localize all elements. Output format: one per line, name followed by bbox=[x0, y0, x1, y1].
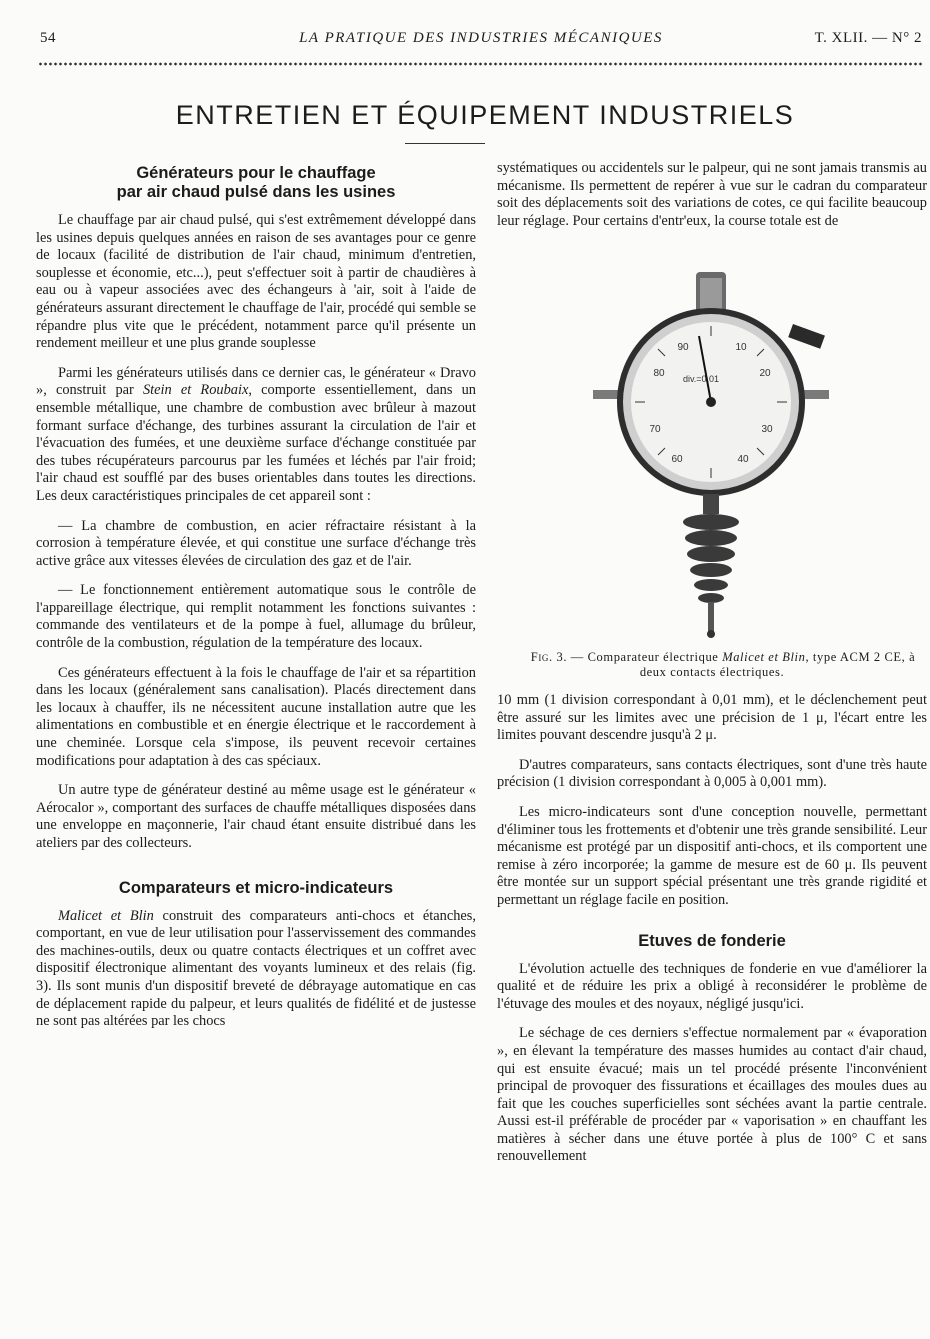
figure-caption bbox=[497, 650, 927, 680]
paragraph bbox=[36, 365, 476, 506]
page-number: 54 bbox=[40, 30, 56, 46]
paragraph-continued: systématiques ou accidentels sur le palpeur, qui ne sont jamais transmis au mécanisme. Ils permettent de repérer à vue sur le cadran du comparateur soit des déplacements soit des variations de cotes, ce qui facilite beaucoup leur réglage. Pour certains d'entr'eux, la course totale est de bbox=[497, 160, 927, 229]
dial-label: div.=0,01 bbox=[682, 374, 720, 384]
paragraph: Ces générateurs effectuent à la fois le chauffage de l'air et sa répartition dans les locaux (généralement sans canalisation). Placés directement dans les locaux à chauffer, ils ne nécessitent aucune installation autre que les alimentations en combustible et en énergie électrique et le raccordement à une cheminée. Lorsque cela s'impose, ils peuvent recevoir certaines modifications pour adaptation à des cas spéciaux. bbox=[36, 664, 476, 769]
paragraph: Le chauffage par air chaud pulsé, qui s'est extrêmement développé dans les usines depuis quelques années en raison de ses avantages pour ce genre de locaux (facilité de distribution de l'air chaud, minimum d'entretien, souplesse et économie, etc...), peut s'effectuer soit à partir de chaudières à eau ou à vapeur associées avec des échangeurs à 'air, soit à l'aide de générateurs assurant directement le chauffage de l'air, procédé qui semble se répandre plus vite que le précédent, notamment parce qu'il présente un rendement meilleur et une plus grande souplesse bbox=[36, 212, 476, 352]
company-name: Malicet et Blin bbox=[722, 650, 806, 664]
running-header bbox=[40, 30, 922, 52]
company-name: Stein et Roubaix bbox=[142, 382, 249, 399]
paragraph: 10 mm (1 division correspondant à 0,01 mm), et le déclenchement peut être assuré sur les limites avec une précision de 1 μ, l'écart entre les limites pouvant descendre jusqu'à 2 μ. bbox=[497, 692, 927, 744]
left-column bbox=[36, 164, 476, 1043]
right-column bbox=[497, 160, 927, 1178]
caption-figure-number: Fig. 3. bbox=[530, 650, 568, 664]
comparator-photo bbox=[593, 272, 829, 640]
dial-number: 10 bbox=[735, 342, 747, 353]
dotted-rule bbox=[38, 62, 922, 66]
paragraph: — Le fonctionnement entièrement automatique sous le contrôle de l'appareillage électrique, qui remplit notamment les fonctions suivantes : commande des ventilateurs et de la pompe à fuel, allumage du brûleur, contrôle de la combustion, régulation de la température des locaux. bbox=[36, 582, 476, 652]
paragraph: Un autre type de générateur destiné au même usage est le générateur « Aérocalor », comportant des surfaces de chauffe métalliques disposées dans une enveloppe en maçonnerie, l'air chaud étant ensuite distribué dans les ateliers par des collecteurs. bbox=[36, 782, 476, 851]
article-title-generateurs bbox=[36, 164, 476, 202]
article-title-etuves: Etuves de fonderie bbox=[638, 931, 786, 950]
paragraph: Les micro-indicateurs sont d'une conception nouvelle, permettant d'éliminer tous les frottements et d'obtenir une très grande sensibilité. Leur mécanisme est protégé par un dispositif anti-chocs, et ils comportent une remise à zéro incorporée; la gamme de mesure est de 60 μ. Ils peuvent être montée sur un support spécial présentant une très grande rigidité et permettant un réglage facile en position. bbox=[497, 803, 927, 908]
paragraph: Le séchage de ces derniers s'effectue normalement par « évaporation », en élevant la température des masses humides au contact d'air chaud, qui est ensuite évacué; mais un tel procédé présente l'inconvénient principal de provoquer des fissurations et écaillages des moules dues au fait que les couches superficielles sont séchées avant la partie centrale. Aussi est-il préférable de procéder par « vaporisation » en chauffant les matières à sécher dans une étuve portée à plus de 100° C et sans renouvellement bbox=[497, 1025, 927, 1165]
dial-number: 30 bbox=[761, 424, 773, 435]
paragraph bbox=[36, 908, 476, 1031]
journal-title: LA PRATIQUE DES INDUSTRIES MÉCANIQUES bbox=[299, 30, 663, 46]
figure-3 bbox=[497, 160, 927, 642]
dial-number: 90 bbox=[677, 342, 689, 353]
dial-number: 60 bbox=[671, 454, 683, 465]
volume-number: T. XLII. — N° 2 bbox=[814, 30, 922, 46]
paragraph: D'autres comparateurs, sans contacts électriques, sont d'une très haute précision (1 division correspondant à 0,005 à 0,001 mm). bbox=[497, 756, 927, 791]
dial-number: 70 bbox=[649, 424, 661, 435]
article-title-comparateurs: Comparateurs et micro-indicateurs bbox=[118, 878, 394, 897]
section-title: ENTRETIEN ET ÉQUIPEMENT INDUSTRIELS bbox=[175, 100, 795, 130]
title-underline bbox=[405, 143, 485, 144]
text: construit des comparateurs anti-chocs et étanches, comportant, en vue de leur utilisation pour l'asservissement des commandes des machines-outils, deux ou quatre contacts électriques et un coffret avec dispositif électronique alimentant des voyants lumineux et des relais (fig. 3). Ils sont munis d'un dispositif breveté de débrayage automatique en cas de déplacement rapide du palpeur, et leurs qualités de fidélité et de justesse ne sont pas altérées par les chocs bbox=[36, 907, 476, 1030]
text: , comporte essentiellement, dans un ensemble métallique, une chambre de combustion avec brûleur à mazout formant surface d'échange, des turbines assurant la circulation de l'air et l'évacuation des fumées, et une deuxième surface d'échange constituée par des tubes récupérateurs parcourus par les fumées et léchés par l'air froid; l'air chaud est soufflé par des buses orientables dans toutes les directions. Les deux caractéristiques principales de cet appareil sont : bbox=[36, 382, 476, 504]
text: Parmi les générateurs utilisés dans ce dernier cas, le générateur « Dravo », construit par bbox=[36, 364, 476, 399]
title-line-1: Générateurs pour le chauffage bbox=[136, 164, 376, 182]
dial-number: 20 bbox=[759, 368, 771, 379]
dial-number: 40 bbox=[737, 454, 749, 465]
caption-text: — Comparateur électrique bbox=[567, 650, 723, 664]
paragraph: — La chambre de combustion, en acier réfractaire résistant à la corrosion à température élevée, et qui constitue une surface d'échange très active grâce aux vitesses élevées de circulation des gaz et de l'air. bbox=[36, 517, 476, 569]
dial-number: 80 bbox=[653, 368, 665, 379]
paragraph: L'évolution actuelle des techniques de fonderie en vue d'améliorer la qualité et de réduire les prix a obligé à reconsidérer le problème de l'étuvage des moules et des noyaux, négligé jusqu'ici. bbox=[497, 960, 927, 1012]
caption-text: , type ACM 2 CE, à deux contacts électriques. bbox=[639, 650, 916, 679]
company-name: Malicet et Blin bbox=[58, 907, 154, 924]
title-line-2: par air chaud pulsé dans les usines bbox=[116, 183, 396, 201]
